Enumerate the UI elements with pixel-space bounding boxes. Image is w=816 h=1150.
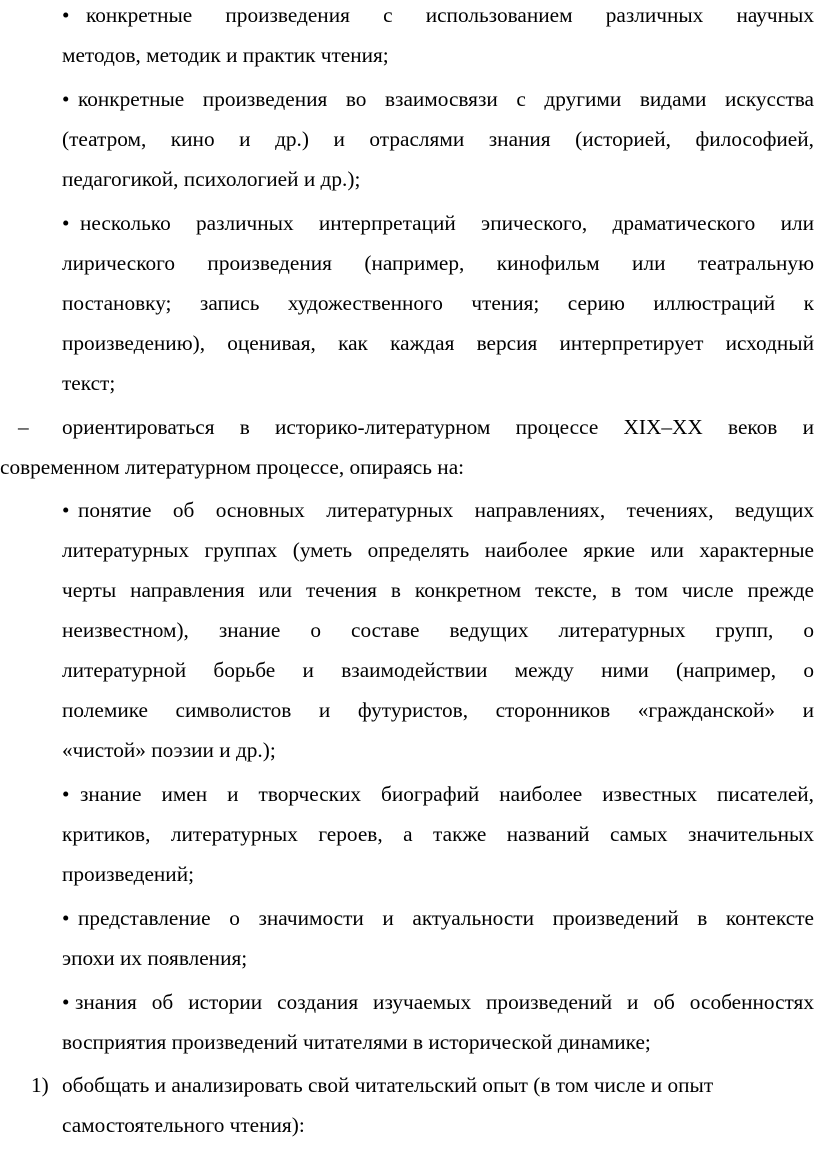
text-line: критиков, литературных героев, а также названий самых значительных	[62, 822, 814, 846]
text-line: постановку; запись художественного чтения; серию иллюстраций к	[62, 291, 814, 315]
text-line: обобщать и анализировать свой читательский опыт (в том числе и опыт	[62, 1073, 714, 1097]
text-line: знание имен и творческих биографий наиболее известных писателей,	[80, 782, 814, 806]
text-line: представление о значимости и актуальности произведений в контексте	[78, 906, 814, 930]
text-line: эпохи их появления;	[62, 946, 248, 970]
text-line: ориентироваться в историко-литературном процессе XIX–XX веков и	[62, 415, 814, 439]
dash-marker: –	[18, 415, 29, 439]
text-line: полемике символистов и футуристов, сторонников «гражданской» и	[62, 698, 814, 722]
bullet-marker: •	[62, 782, 70, 806]
text-line: литературной борьбе и взаимодействии между ними (например, о	[62, 658, 814, 682]
text-line: педагогикой, психологией и др.);	[62, 167, 361, 191]
text-line: знания об истории создания изучаемых произведений и об особенностях	[75, 990, 814, 1014]
text-line: самостоятельного чтения):	[62, 1113, 305, 1137]
text-line: понятие об основных литературных направлениях, течениях, ведущих	[78, 498, 814, 522]
text-line: (театром, кино и др.) и отраслями знания (историей, философией,	[62, 127, 814, 151]
bullet-marker: •	[62, 87, 70, 111]
text-line: несколько различных интерпретаций эпического, драматического или	[80, 211, 814, 235]
text-line: произведению), оценивая, как каждая версия интерпретирует исходный	[62, 331, 814, 355]
bullet-marker: •	[62, 906, 70, 930]
number-marker: 1)	[31, 1073, 49, 1097]
text-line: лирического произведения (например, кинофильм или театральную	[62, 251, 814, 275]
text-line: методов, методик и практик чтения;	[62, 43, 389, 67]
bullet-marker: •	[62, 211, 70, 235]
bullet-marker: •	[62, 990, 70, 1014]
text-line: текст;	[62, 371, 116, 395]
bullet-marker: •	[62, 3, 70, 27]
text-line: конкретные произведения во взаимосвязи с другими видами искусства	[78, 87, 814, 111]
text-line: неизвестном), знание о составе ведущих литературных групп, о	[62, 618, 814, 642]
bullet-marker: •	[62, 498, 70, 522]
text-line: черты направления или течения в конкретном тексте, в том числе прежде	[62, 578, 814, 602]
text-line: конкретные произведения с использованием различных научных	[86, 3, 814, 27]
text-line: произведений;	[62, 862, 195, 886]
text-line: «чистой» поэзии и др.);	[62, 738, 276, 762]
text-line: восприятия произведений читателями в исторической динамике;	[62, 1030, 651, 1054]
text-line: современном литературном процессе, опираясь на:	[0, 455, 465, 479]
text-line: литературных группах (уметь определять наиболее яркие или характерные	[62, 538, 814, 562]
